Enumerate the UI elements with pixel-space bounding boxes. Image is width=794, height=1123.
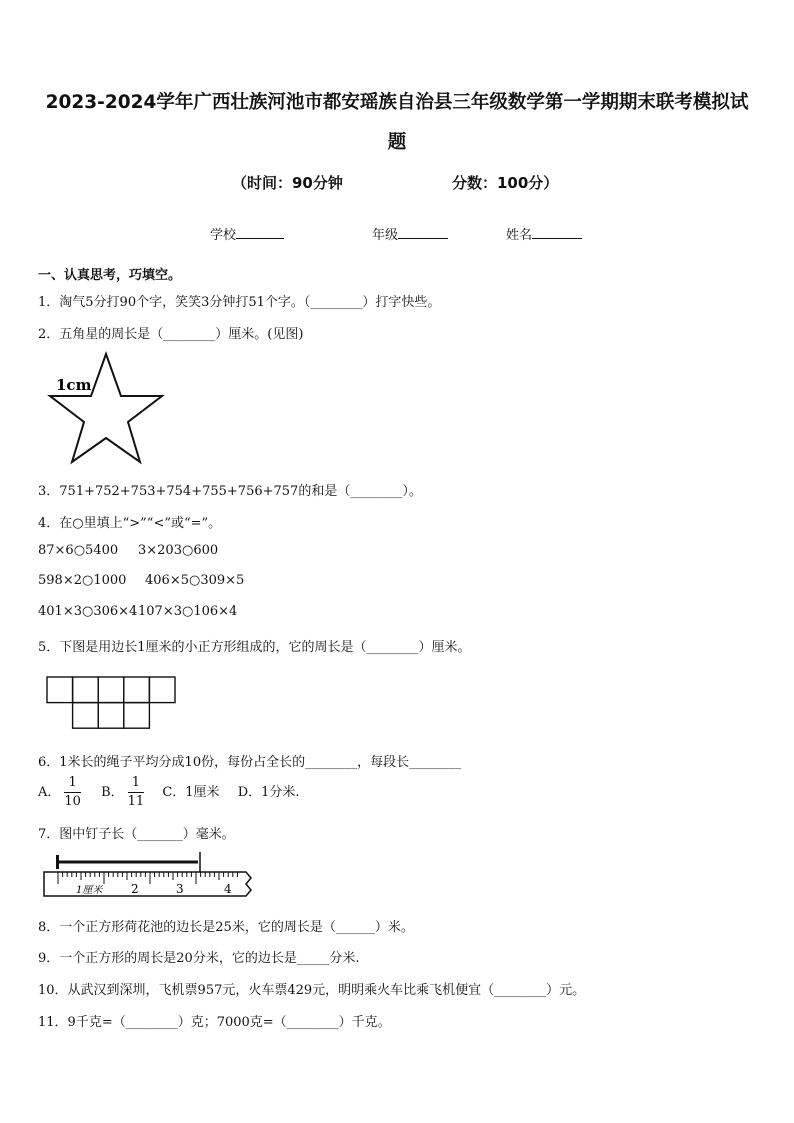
- name-label: 姓名: [506, 228, 533, 243]
- question-6: 6．1米长的绳子平均分成10份，每份占全长的________，每段长________: [38, 755, 462, 770]
- q4-row3-right: 107×3○106×4: [138, 604, 238, 619]
- exam-title-line2: 题: [387, 132, 407, 153]
- square-top-3: [98, 677, 124, 703]
- square-bottom-3: [124, 703, 150, 729]
- question-3: 3．751+752+753+754+755+756+757的和是（________）。: [38, 484, 422, 499]
- question-6-options: [38, 774, 300, 811]
- option-a-numerator: 1: [64, 774, 81, 793]
- square-top-1: [47, 677, 73, 703]
- square-bottom-2: [98, 703, 124, 729]
- question-10: 10．从武汉到深圳，飞机票957元，火车票429元，明明乘火车比乘飞机便宜（________）元。: [38, 983, 586, 998]
- square-top-2: [73, 677, 99, 703]
- ruler-label-3: 3: [176, 882, 184, 896]
- q4-row2-left: 598×2○1000: [38, 573, 127, 588]
- star-side-label: 1cm: [56, 376, 92, 394]
- option-b-denominator: 11: [127, 794, 145, 809]
- question-1: 1．淘气5分打90个字，笑笑3分钟打51个字。（________）打字快些。: [38, 295, 441, 310]
- option-a-denominator: 10: [64, 794, 81, 809]
- option-a-fraction: [64, 774, 81, 811]
- school-blank[interactable]: [236, 226, 284, 239]
- option-c: C．1厘米: [162, 785, 220, 800]
- question-4: 4．在○里填上“>”“<”或“=”。: [38, 516, 222, 531]
- nail-ruler-figure: [40, 848, 260, 900]
- school-field: [210, 224, 284, 243]
- option-b-numerator: 1: [128, 774, 145, 793]
- option-d: D．1分米.: [237, 785, 300, 800]
- grade-blank[interactable]: [398, 226, 448, 239]
- question-2: 2．五角星的周长是（________）厘米。(见图): [38, 327, 304, 342]
- square-top-4: [124, 677, 150, 703]
- exam-title-line1: 2023-2024学年广西壮族河池市都安瑶族自治县三年级数学第一学期期末联考模拟试: [45, 92, 749, 113]
- star-figure: [44, 350, 166, 468]
- option-b-label: B．: [101, 785, 124, 800]
- question-7: 7．图中钉子长（_______）毫米。: [38, 827, 235, 842]
- ruler-label-4: 4: [224, 882, 232, 896]
- grade-label: 年级: [372, 228, 399, 243]
- grade-field: [372, 224, 448, 243]
- option-a-label: A．: [38, 785, 61, 800]
- q4-row1-left: 87×6○5400: [38, 543, 119, 558]
- star-shape: [50, 354, 162, 462]
- ruler-label-2: 2: [131, 882, 139, 896]
- option-b-fraction: [128, 774, 145, 811]
- square-top-5: [149, 677, 175, 703]
- time-info: （时间：90分钟: [232, 174, 343, 192]
- score-info: 分数：100分）: [452, 174, 559, 192]
- question-11: 11．9千克=（________）克；7000克=（________）千克。: [38, 1015, 391, 1030]
- q4-row3-left: 401×3○306×4: [38, 604, 138, 619]
- section-heading: 一、认真思考，巧填空。: [38, 268, 182, 283]
- name-field: [506, 224, 582, 243]
- question-9: 9．一个正方形的周长是20分米，它的边长是_____分米.: [38, 951, 360, 966]
- school-label: 学校: [210, 228, 237, 243]
- ruler-label-1: 1厘米: [76, 885, 103, 896]
- question-8: 8．一个正方形荷花池的边长是25米，它的周长是（______）米。: [38, 920, 414, 935]
- q4-row2-right: 406×5○309×5: [145, 573, 245, 588]
- question-5: 5．下图是用边长1厘米的小正方形组成的，它的周长是（________）厘米。: [38, 640, 471, 655]
- q4-row1-right: 3×203○600: [138, 543, 219, 558]
- name-blank[interactable]: [532, 226, 582, 239]
- squares-figure: [46, 676, 178, 730]
- square-bottom-1: [73, 703, 99, 729]
